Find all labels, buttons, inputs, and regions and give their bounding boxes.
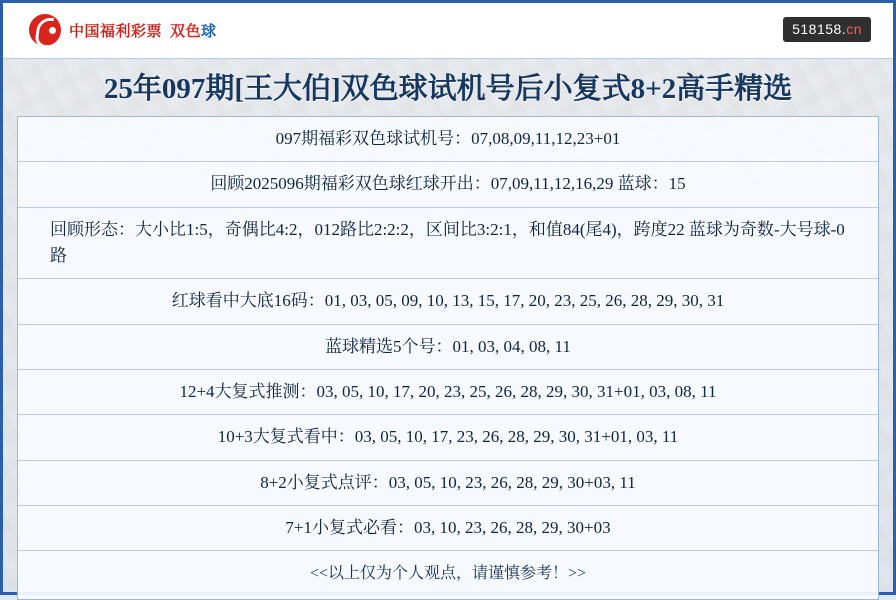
brand-logo [29,14,217,46]
row-8-2-comment: 8+2小复式点评：03, 05, 10, 23, 26, 28, 29, 30+03, 11 [18,461,878,506]
forecast-table [17,116,879,600]
site-header [3,3,893,59]
row-disclaimer: <<以上仅为个人观点，请谨慎参考！>> [309,565,587,583]
row-test-number: 097期福彩双色球试机号：07,08,09,11,12,23+01 [18,117,878,162]
row-blue-5-codes: 蓝球精选5个号：01, 03, 04, 08, 11 [18,325,878,370]
brand-product-label [170,20,217,41]
row-review-open: 回顾2025096期福彩双色球红球开出：07,09,11,12,16,29 蓝球：15 [18,162,878,207]
row-7-1-must: 7+1小复式必看：03, 10, 23, 26, 28, 29, 30+03 [18,506,878,551]
page-title: 25年097期[王大伯]双色球试机号后小复式8+2高手精选 [103,73,793,105]
brand-name-label: 中国福利彩票 [69,22,163,40]
welfare-lottery-icon [29,14,61,46]
site-url-domain: cn [846,21,862,37]
row-10-3-watch: 10+3大复式看中：03, 05, 10, 17, 23, 26, 28, 29, 30, 31+01, 03, 11 [18,415,878,460]
site-url-badge[interactable] [783,17,871,42]
row-red-16-codes: 红球看中大底16码：01, 03, 05, 09, 10, 13, 15, 17, 20, 23, 25, 26, 28, 29, 30, 31 [18,279,878,324]
brand-product-part1: 双色 [170,22,202,40]
row-review-pattern: 回顾形态：大小比1:5，奇偶比4:2，012路比2:2:2，区间比3:2:1，和值84(尾4)，跨度22 蓝球为奇数-大号球-0路 [18,208,878,280]
row-12-4-forecast: 12+4大复式推测：03, 05, 10, 17, 20, 23, 25, 26, 28, 29, 30, 31+01, 03, 08, 11 [18,370,878,415]
site-url-name: 518158. [792,21,847,37]
brand-product-part2: 球 [201,22,217,40]
